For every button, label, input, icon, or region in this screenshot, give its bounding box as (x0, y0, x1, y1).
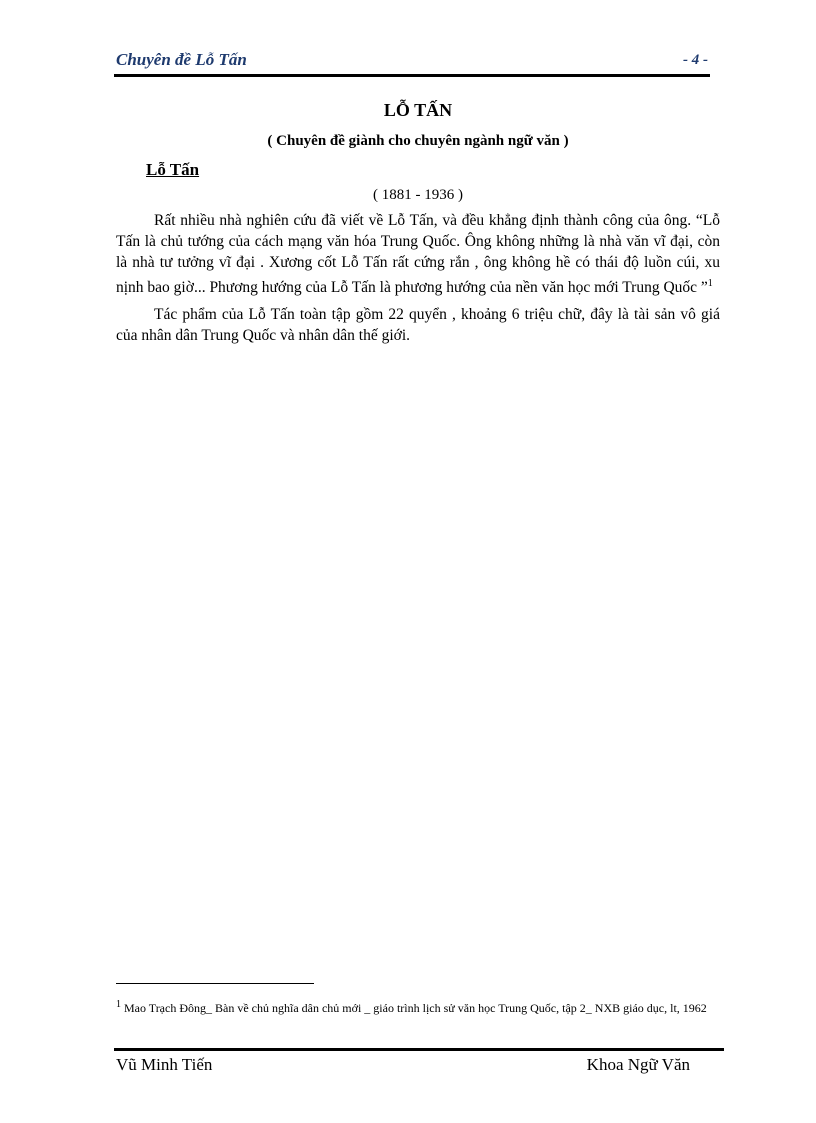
header-divider (114, 74, 710, 77)
paragraph-1-text: Rất nhiều nhà nghiên cứu đã viết về Lỗ Tấn, và đều khẳng định thành công của ông. “Lỗ Tấn là chủ tướng của cách mạng văn hóa Trung Quốc. Ông không những là nhà văn vĩ đại, còn là nhà tư tưởng vĩ đại . Xương cốt Lỗ Tấn rất cứng rắn , ông không hề có thái độ luồn cúi, xu nịnh bao giờ... Phương hướng của Lỗ Tấn là phương hướng của nền văn học mới Trung Quốc ” (116, 212, 720, 297)
footnote-divider (116, 983, 314, 984)
footnote-reference: 1 (707, 278, 713, 289)
document-title: LỖ TẤN (383, 100, 453, 120)
page-number: - 4 - (683, 52, 708, 68)
header-title: Chuyên đề Lỗ Tấn (116, 50, 247, 69)
page-header (116, 50, 708, 72)
footer-author: Vũ Minh Tiến (116, 1055, 213, 1074)
body-text (116, 210, 720, 352)
footnote (116, 994, 720, 1019)
document-subtitle: ( Chuyên đề giành cho chuyên ngành ngữ văn ) (267, 133, 569, 149)
footer-divider (114, 1048, 724, 1051)
footer-department: Khoa Ngữ Văn (586, 1055, 690, 1074)
section-heading: Lỗ Tấn (146, 160, 200, 179)
footnote-mark: 1 (116, 999, 121, 1010)
lifespan-years: ( 1881 - 1936 ) (373, 187, 463, 203)
paragraph-1 (116, 210, 720, 298)
paragraph-2: Tác phẩm của Lỗ Tấn toàn tập gồm 22 quyển , khoảng 6 triệu chữ, đây là tài sản vô giá của nhân dân Trung Quốc và nhân dân thế giới. (116, 306, 720, 345)
footnote-text: Mao Trạch Đông_ Bàn về chủ nghĩa dân chủ mới _ giáo trình lịch sử văn học Trung Quốc, tập 2_ NXB giáo dục, lt, 1962 (121, 1001, 707, 1015)
